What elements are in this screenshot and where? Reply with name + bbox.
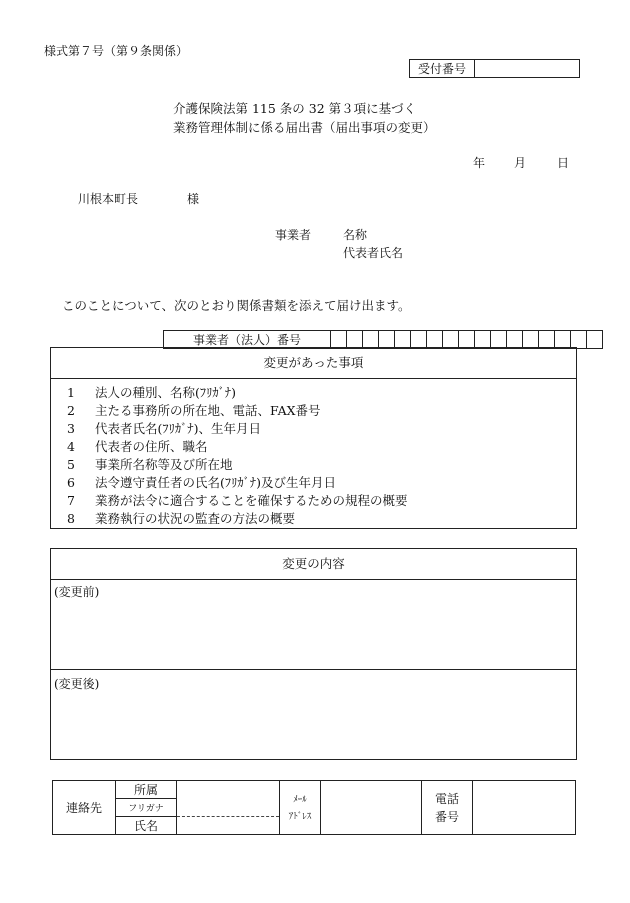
contact-mail-line1: ﾒｰﾙ bbox=[293, 794, 307, 805]
changed-item-text: 業務執行の状況の監査の方法の概要 bbox=[95, 511, 296, 526]
business-number-cell[interactable] bbox=[555, 331, 571, 349]
contact-mail-label bbox=[280, 781, 321, 835]
before-after-divider bbox=[51, 669, 576, 670]
contact-name-label: 氏名 bbox=[116, 817, 177, 835]
business-number-cell[interactable] bbox=[331, 331, 347, 349]
business-number-cell[interactable] bbox=[379, 331, 395, 349]
date-year: 年 bbox=[473, 156, 486, 170]
business-number-cell[interactable] bbox=[491, 331, 507, 349]
changed-item bbox=[67, 383, 236, 401]
changed-items-header: 変更があった事項 bbox=[51, 348, 576, 379]
business-number-cell[interactable] bbox=[427, 331, 443, 349]
contact-table bbox=[52, 780, 576, 835]
changed-item-number: 1 bbox=[67, 385, 75, 400]
change-after-label: (変更後) bbox=[54, 677, 100, 691]
contact-name-field[interactable] bbox=[177, 817, 280, 835]
contact-mail-field[interactable] bbox=[321, 781, 422, 835]
date-day: 日 bbox=[557, 156, 570, 170]
addressee-honorific: 様 bbox=[187, 192, 200, 206]
changed-item-number: 4 bbox=[67, 439, 75, 454]
contact-furigana-label: フリガナ bbox=[116, 799, 177, 817]
changed-item-number: 3 bbox=[67, 421, 75, 436]
business-number-cell[interactable] bbox=[523, 331, 539, 349]
change-before-label: (変更前) bbox=[54, 585, 100, 599]
changed-item-text: 主たる事務所の所在地、電話、FAX番号 bbox=[95, 403, 321, 418]
changed-item-text: 法令遵守責任者の氏名(ﾌﾘｶﾞﾅ)及び生年月日 bbox=[95, 475, 337, 490]
business-number-cell[interactable] bbox=[571, 331, 587, 349]
business-number-cell[interactable] bbox=[411, 331, 427, 349]
changed-item-text: 代表者の住所、職名 bbox=[95, 439, 208, 454]
contact-phone-line1: 電話 bbox=[434, 791, 459, 806]
changed-item bbox=[67, 401, 321, 419]
business-number-cell[interactable] bbox=[539, 331, 555, 349]
business-number-cell[interactable] bbox=[459, 331, 475, 349]
contact-affiliation-field[interactable] bbox=[177, 781, 280, 799]
changed-item-text: 事業所名称等及び所在地 bbox=[95, 457, 233, 472]
changed-item bbox=[67, 437, 208, 455]
business-number-cell[interactable] bbox=[587, 331, 603, 349]
business-number-cell[interactable] bbox=[347, 331, 363, 349]
changed-item-number: 6 bbox=[67, 475, 75, 490]
form-id: 様式第７号（第９条関係） bbox=[44, 44, 189, 58]
changed-item-text: 業務が法令に適合することを確保するための規程の概要 bbox=[95, 493, 408, 508]
changed-item bbox=[67, 455, 233, 473]
applicant-rep-label: 代表者氏名 bbox=[343, 246, 404, 260]
addressee-name: 川根本町長 bbox=[78, 192, 139, 206]
business-number-cell[interactable] bbox=[395, 331, 411, 349]
business-number-cell[interactable] bbox=[475, 331, 491, 349]
changed-item-text: 代表者氏名(ﾌﾘｶﾞﾅ)、生年月日 bbox=[95, 421, 262, 436]
contact-mail-line2: ｱﾄﾞﾚｽ bbox=[288, 811, 312, 822]
contact-phone-field[interactable] bbox=[473, 781, 576, 835]
title-line2: 業務管理体制に係る届出書（届出事項の変更） bbox=[173, 120, 436, 135]
contact-affiliation-label: 所属 bbox=[116, 781, 177, 799]
changed-item-text: 法人の種別、名称(ﾌﾘｶﾞﾅ) bbox=[95, 385, 237, 400]
contact-label: 連絡先 bbox=[53, 781, 116, 835]
changed-item bbox=[67, 509, 295, 527]
statement-text: このことについて、次のとおり関係書類を添えて届け出ます。 bbox=[62, 298, 411, 313]
date-month: 月 bbox=[514, 156, 527, 170]
reception-field[interactable] bbox=[475, 60, 580, 78]
changed-item bbox=[67, 473, 336, 491]
changed-item-number: 8 bbox=[67, 511, 75, 526]
business-number-cell[interactable] bbox=[363, 331, 379, 349]
changed-item-number: 5 bbox=[67, 457, 75, 472]
reception-box bbox=[409, 59, 580, 78]
title-line1: 介護保険法第 115 条の 32 第３項に基づく bbox=[173, 101, 417, 116]
changed-items-box bbox=[50, 347, 577, 529]
business-number-cell[interactable] bbox=[507, 331, 523, 349]
contact-phone-label bbox=[422, 781, 473, 835]
business-number-cell[interactable] bbox=[443, 331, 459, 349]
contact-phone-line2: 番号 bbox=[434, 809, 459, 824]
changed-item-number: 2 bbox=[67, 403, 75, 418]
business-number-label: 事業者（法人）番号 bbox=[164, 331, 331, 349]
applicant-role: 事業者 bbox=[275, 228, 312, 242]
changed-item bbox=[67, 419, 261, 437]
contact-furigana-field[interactable] bbox=[177, 799, 280, 817]
changed-item-number: 7 bbox=[67, 493, 75, 508]
change-content-header: 変更の内容 bbox=[51, 549, 576, 580]
change-content-box bbox=[50, 548, 577, 760]
reception-label: 受付番号 bbox=[410, 60, 475, 78]
changed-item bbox=[67, 491, 408, 509]
applicant-name-label: 名称 bbox=[343, 228, 368, 242]
